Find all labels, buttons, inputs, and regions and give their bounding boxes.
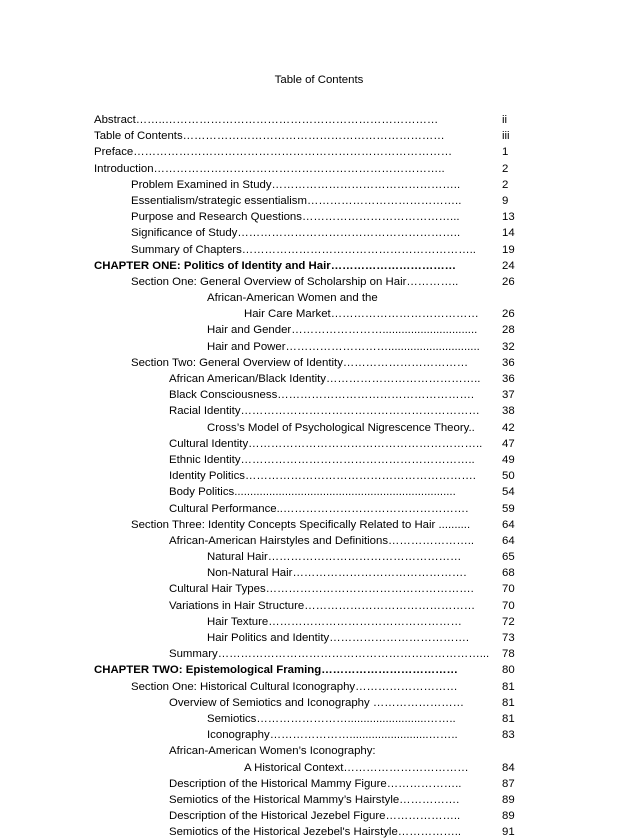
toc-entry-title: Purpose and Research Questions…………………………………... [131, 211, 460, 224]
toc-entry [94, 177, 526, 193]
toc-entry-page: 14 [502, 227, 515, 240]
toc-entry-page: 59 [502, 502, 515, 515]
toc-entry-title: CHAPTER TWO: Epistemological Framing……………………………… [94, 664, 458, 677]
toc-entry-title: Preface………………………………………………………………………… [94, 146, 453, 159]
toc-entry [94, 565, 526, 581]
toc-entry-page: 80 [502, 664, 515, 677]
toc-entry-title: African American/Black Identity………………………………….. [169, 373, 481, 385]
toc-entry-page: 54 [502, 486, 515, 499]
toc-entry-page: 68 [502, 567, 515, 580]
toc-entry-title: Body Politics...................................................................... [169, 486, 456, 499]
toc-entry [94, 517, 526, 533]
toc-entry-title: African-American Women’s Iconography: [169, 745, 376, 758]
toc-entry [94, 760, 526, 776]
toc-entry-page: 81 [502, 680, 515, 693]
toc-entry-title: Iconography………………….........................…….. [207, 729, 458, 742]
toc-entry-title: Table of Contents…………………………………………………………… [94, 130, 445, 143]
toc-entry-title: Significance of Study………………………………………………….. [131, 227, 461, 240]
toc-entry-title: Description of the Historical Mammy Figure……………….. [169, 777, 462, 790]
toc-entry-title: Hair and Power………………………............................. [207, 340, 480, 353]
toc-entry-page: 32 [502, 340, 515, 353]
toc-entry-page: 47 [502, 437, 515, 450]
toc-entry [94, 112, 526, 128]
toc-entry-title: Identity Politics……………………………………………………. [169, 470, 476, 483]
toc-entry [94, 695, 526, 711]
toc-entry [94, 614, 526, 630]
toc-entry-title: Natural Hair…………………………………………… [207, 551, 462, 564]
toc-entry [94, 776, 526, 792]
toc-entry [94, 387, 526, 403]
toc-entry [94, 484, 526, 500]
toc-entry [94, 501, 526, 517]
toc-entry-title: Problem Examined in Study………………………………………….. [131, 178, 461, 191]
toc-entry-page: 42 [502, 421, 515, 434]
toc-entry-page: 1 [502, 146, 509, 159]
toc-entry [94, 209, 526, 225]
toc-entry [94, 193, 526, 209]
toc-entry-title: Description of the Historical Jezebel Figure……………….. [169, 810, 461, 823]
toc-entry [94, 808, 526, 824]
toc-entry [94, 452, 526, 468]
toc-entry-page: 84 [502, 761, 515, 774]
toc-list [94, 112, 526, 840]
toc-entry-page: ii [502, 114, 508, 126]
toc-entry-title: Summary……………………………………………………………... [169, 648, 490, 661]
toc-entry [94, 403, 526, 419]
toc-entry-page: 26 [502, 275, 515, 288]
toc-entry-title: Abstract……..……………………………………………………………… [94, 114, 439, 126]
toc-entry-page: 78 [502, 648, 515, 661]
toc-entry [94, 225, 526, 241]
toc-entry-page: 13 [502, 211, 515, 224]
toc-entry-title: Overview of Semiotics and Iconography …………………… [169, 696, 464, 709]
toc-entry-page: 28 [502, 324, 515, 337]
toc-entry-page: 89 [502, 793, 515, 806]
toc-entry [94, 468, 526, 484]
toc-entry-page: 70 [502, 583, 515, 596]
toc-entry [94, 630, 526, 646]
toc-entry-title: Semiotics of the Historical Mammy’s Hairstyle……………. [169, 793, 460, 806]
toc-entry [94, 436, 526, 452]
toc-entry-title: A Historical Context…………………………… [244, 761, 469, 774]
toc-entry [94, 727, 526, 743]
toc-entry-page: 81 [502, 712, 515, 725]
toc-entry [94, 322, 526, 338]
toc-entry-title: Black Consciousness……………………………………………. [169, 389, 475, 402]
toc-entry [94, 258, 526, 274]
toc-entry-title: Cross’s Model of Psychological Nigrescence Theory.. [207, 421, 475, 434]
toc-entry [94, 533, 526, 549]
toc-entry-title: Ethnic Identity…………………………………………………….. [169, 453, 475, 466]
toc-entry-page: 9 [502, 194, 509, 207]
toc-entry [94, 339, 526, 355]
toc-entry-page: 83 [502, 729, 515, 742]
toc-entry [94, 662, 526, 678]
toc-entry [94, 711, 526, 727]
toc-entry-page: 2 [502, 178, 509, 191]
toc-entry-title: Introduction………………………………………………………………….. [94, 162, 445, 175]
toc-entry-title: Racial Identity……………………………………………………… [169, 405, 480, 418]
toc-entry [94, 290, 526, 306]
toc-entry [94, 128, 526, 144]
toc-entry [94, 646, 526, 662]
toc-entry-page: 65 [502, 551, 515, 564]
toc-entry-page: 49 [502, 453, 515, 466]
toc-entry [94, 679, 526, 695]
toc-entry-title: Summary of Chapters…………………………………………………….. [131, 243, 476, 256]
toc-entry-title: Cultural Hair Types………………………………………………. [169, 583, 474, 596]
toc-entry-title: Hair Texture…………………………………………… [207, 615, 462, 628]
toc-entry-title: Section Two: General Overview of Identity…………………………… [131, 356, 469, 369]
toc-entry-page: 87 [502, 777, 515, 790]
toc-entry-page: 2 [502, 162, 509, 175]
toc-entry-title: CHAPTER ONE: Politics of Identity and Hair…………………………… [94, 259, 456, 272]
toc-entry-title: Cultural Identity…………………………………………………….. [169, 437, 483, 450]
toc-entry-title: Hair and Gender…………………….............................. [207, 324, 478, 337]
toc-entry-title: African-American Women and the [207, 292, 378, 305]
toc-entry-page: 81 [502, 696, 515, 709]
toc-entry-title: Section Three: Identity Concepts Specifically Related to Hair .......... [131, 518, 471, 531]
toc-entry-title: African-American Hairstyles and Definitions………………….. [169, 534, 475, 547]
toc-entry [94, 355, 526, 371]
toc-entry [94, 598, 526, 614]
toc-entry-page: 64 [502, 518, 515, 531]
toc-entry-page: 36 [502, 356, 515, 369]
toc-entry-title: Section One: General Overview of Scholarship on Hair………….. [131, 275, 459, 288]
toc-entry-page: 89 [502, 810, 515, 823]
toc-entry-title: Essentialism/strategic essentialism………………………………….. [131, 194, 462, 207]
toc-entry-title: Cultural Performance..…………………………………………. [169, 502, 469, 515]
toc-entry-title: Hair Care Market………………………………… [244, 308, 479, 321]
toc-entry-page: 37 [502, 389, 515, 402]
toc-entry-page: 50 [502, 470, 515, 483]
toc-entry [94, 242, 526, 258]
toc-entry [94, 306, 526, 322]
toc-entry-page: 91 [502, 826, 515, 839]
toc-entry-page: 24 [502, 259, 515, 272]
toc-entry [94, 824, 526, 840]
toc-entry [94, 743, 526, 759]
toc-entry [94, 581, 526, 597]
toc-entry-page: 70 [502, 599, 515, 612]
toc-entry [94, 420, 526, 436]
toc-entry-title: Semiotics of the Historical Jezebel's Hairstyle…………….. [169, 826, 462, 839]
toc-entry-page: 26 [502, 308, 515, 321]
toc-entry [94, 371, 526, 387]
toc-entry-title: Variations in Hair Structure……………………………………… [169, 599, 476, 612]
toc-entry-title: Section One: Historical Cultural Iconography……………………… [131, 680, 458, 693]
toc-entry-title: Hair Politics and Identity………………………………. [207, 632, 470, 644]
toc-entry [94, 549, 526, 565]
toc-entry-page: iii [502, 130, 510, 143]
toc-title: Table of Contents [274, 74, 364, 86]
toc-entry-page: 38 [502, 405, 515, 418]
toc-entry [94, 792, 526, 808]
toc-entry [94, 274, 526, 290]
toc-entry-page: 19 [502, 243, 515, 256]
toc-entry-page: 72 [502, 615, 515, 628]
toc-entry-page: 73 [502, 632, 515, 644]
toc-entry-title: Semiotics…………………….........................…….. [207, 712, 456, 725]
toc-entry [94, 161, 526, 177]
toc-entry-page: 36 [502, 373, 515, 385]
toc-entry [94, 144, 526, 160]
toc-entry-title: Non-Natural Hair………………………………………. [207, 567, 467, 580]
toc-entry-page: 64 [502, 534, 515, 547]
